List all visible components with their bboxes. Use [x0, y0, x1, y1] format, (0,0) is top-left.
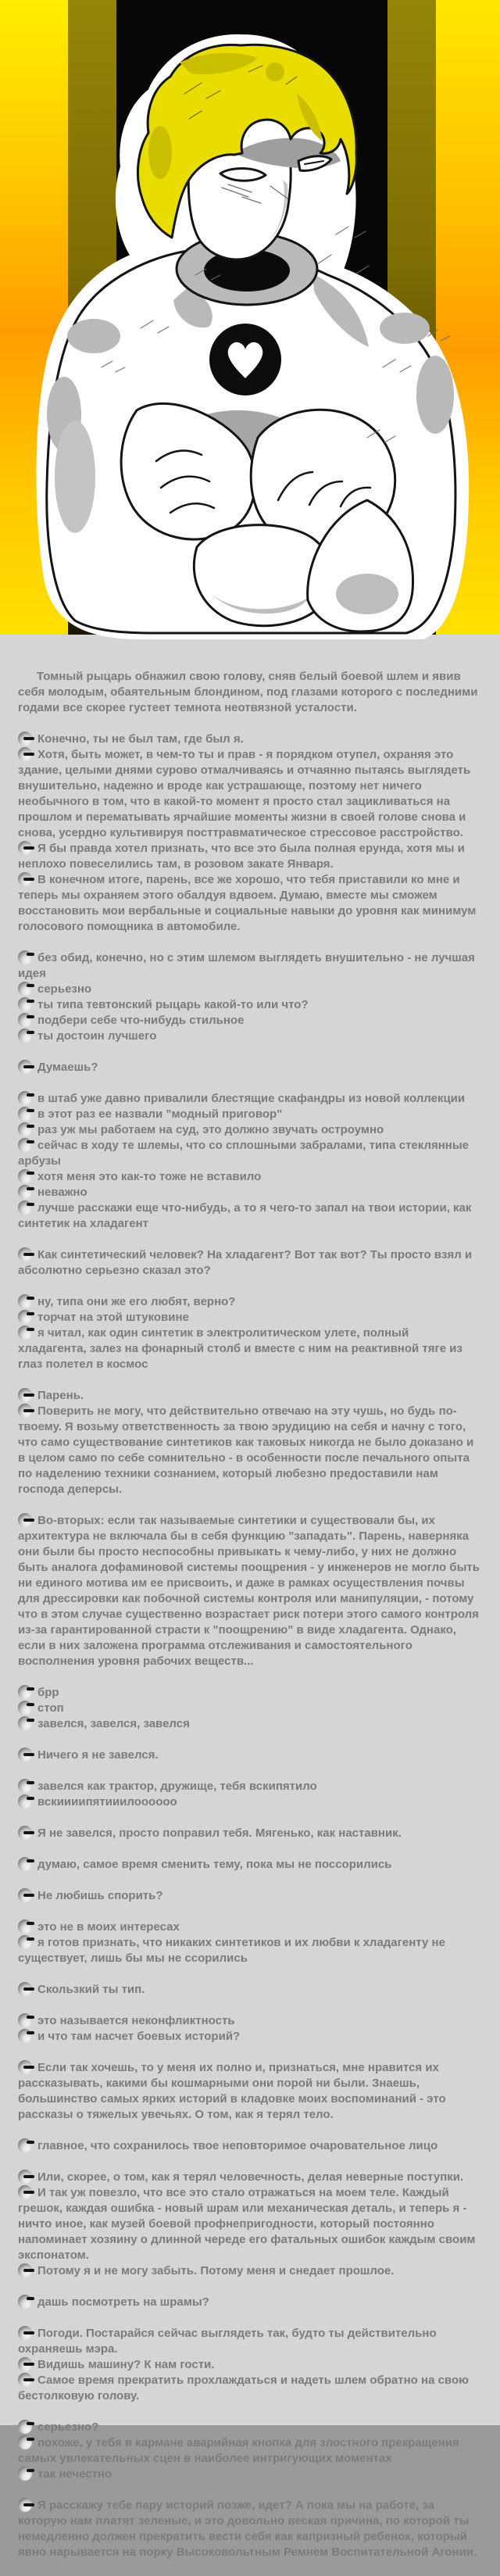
guard-visor-avatar-icon [18, 1935, 32, 1949]
dialogue-group [18, 950, 480, 1044]
dialogue-group [18, 1060, 480, 1075]
guard-visor-avatar-icon [18, 1326, 32, 1340]
dialogue-message [18, 2013, 480, 2029]
message-text: брр [38, 1686, 59, 1699]
knight-visor-avatar-icon [18, 2357, 32, 2371]
dialogue-message [18, 2357, 480, 2373]
guard-visor-avatar-icon [18, 2435, 32, 2449]
dialogue-message [18, 950, 480, 982]
message-text: Ничего я не завелся. [38, 1748, 159, 1762]
guard-visor-avatar-icon [18, 1200, 32, 1215]
message-text: Поверить не могу, что действительно отвечаю на эту чушь, но будь по-твоему. Я возьму ответственность за твою эрудицию на себя и начну с того, что само существование синтетиков как таковых никогда не было доказано и в целом само по себе сомнительно - в особенности после печального опыта по наделению техники сознанием, который любезно предоставили нам господа деперсы. [18, 1404, 474, 1496]
guard-visor-avatar-icon [18, 2420, 32, 2434]
message-text: Не любишь спорить? [38, 1889, 163, 1902]
dialogue-group [18, 1919, 480, 1966]
message-text: И так уж повезло, что все это стало отражаться на моем теле. Каждый грешок, каждая ошибка - новый шрам или механическая деталь, и теперь я - ничто иное, как музей боевой профнепригодности, который постоянно напоминает хозяину о длинной череде его фатальных ошибок каждым своим экспонатом. [18, 2186, 476, 2262]
dialogue-message [18, 1107, 480, 1122]
guard-visor-avatar-icon [18, 1091, 32, 1105]
guard-visor-avatar-icon [18, 982, 32, 996]
knight-visor-avatar-icon [18, 747, 32, 761]
message-text: и что там насчет боевых историй? [38, 2030, 241, 2043]
dialogue-group [18, 2498, 480, 2560]
guard-visor-avatar-icon [18, 2013, 32, 2027]
message-text: Самое время прекратить прохлаждаться и надеть шлем обратно на свою бестолковую голову. [18, 2374, 469, 2402]
guard-visor-avatar-icon [18, 1716, 32, 1730]
guard-visor-avatar-icon [18, 1685, 32, 1699]
guard-visor-avatar-icon [18, 1013, 32, 1027]
message-text: это не в моих интересах [38, 1920, 180, 1934]
dialogue-message [18, 1013, 480, 1029]
dialogue-message [18, 1779, 480, 1794]
dialogue-message [18, 1826, 480, 1841]
dialogue-message [18, 1919, 480, 1935]
dialogue-message [18, 1701, 480, 1716]
guard-visor-avatar-icon [18, 1029, 32, 1043]
dialogue-group [18, 1888, 480, 1904]
guard-visor-avatar-icon [18, 2029, 32, 2043]
message-text: стоп [38, 1701, 64, 1715]
message-text: думаю, самое время сменить тему, пока мы не поссорились [38, 1858, 392, 1871]
knight-visor-avatar-icon [18, 1888, 32, 1902]
guard-visor-avatar-icon [18, 1779, 32, 1793]
dialogue-message [18, 2263, 480, 2279]
dialogue-group [18, 1091, 480, 1232]
knight-visor-avatar-icon [18, 2263, 32, 2277]
knight-visor-avatar-icon [18, 1826, 32, 1840]
message-text: Думаешь? [38, 1061, 98, 1074]
dialogue-group [18, 1826, 480, 1841]
guard-visor-avatar-icon [18, 1919, 32, 1934]
dialogue-message [18, 2060, 480, 2123]
guard-visor-avatar-icon [18, 997, 32, 1011]
guard-visor-avatar-icon [18, 2467, 32, 2481]
message-text: Конечно, ты не был там, где был я. [38, 732, 244, 746]
guard-visor-avatar-icon [18, 1138, 32, 1152]
guard-visor-avatar-icon [18, 1857, 32, 1871]
dialogue-message [18, 1685, 480, 1701]
guard-visor-avatar-icon [18, 2295, 32, 2309]
message-text: сейчас в ходу те шлемы, что со сплошными забралами, типа стеклянные арбузы [18, 1139, 469, 1168]
message-text: Как синтетический человек? На хладагент? Вот так вот? Ты просто взял и абсолютно серьезно сказал это? [18, 1248, 473, 1277]
guard-visor-avatar-icon [18, 1294, 32, 1308]
dialogue-group [18, 1982, 480, 1998]
knight-visor-avatar-icon [18, 1388, 32, 1402]
knight-visor-avatar-icon [18, 2498, 32, 2512]
dialogue-message [18, 1935, 480, 1966]
guard-visor-avatar-icon [18, 1310, 32, 1324]
guard-visor-avatar-icon [18, 1185, 32, 1199]
knight-visor-avatar-icon [18, 2326, 32, 2340]
dialogue-message [18, 1138, 480, 1169]
knight-visor-avatar-icon [18, 1060, 32, 1074]
message-text: Скользкий ты тип. [38, 1983, 145, 1996]
dialogue-message [18, 1029, 480, 1044]
message-text: Я расскажу тебе пару историй позже, идет? А пока мы на работе, за которую нам платят зеленые, и это довольно веская причина, по которой ты немедленно должен прекратить вести себя как капризный ребенок, который явно нарывается на порку Высоковольтным Ремнем Воспитательной Агонии. [18, 2499, 477, 2559]
knight-visor-avatar-icon [18, 841, 32, 855]
dialogue-message [18, 1982, 480, 1998]
dialogue-message [18, 1294, 480, 1310]
message-text: Хотя, быть может, в чем-то ты и прав - я порядком отупел, охраняя это здание, целыми днями сурово отмалчиваясь и отчаянно пытаясь выглядеть внушительно, надежно и вроде как устрашающе, поэтому нет ничего необычного в том, что в какой-то момент я просто стал зацикливаться на прошлом и перематывать ярчайшие моменты жизни в своей голове снова и снова, усердно культивируя посттравматическое стрессовое расстройство. [18, 748, 471, 839]
message-text: я готов признать, что никаких синтетиков и их любви к хладагенту не существует, лишь бы мы не ссорились [18, 1936, 445, 1965]
message-text: ты достоин лучшего [38, 1029, 157, 1043]
blond-knight-drawing [0, 0, 500, 635]
message-text: В конечном итоге, парень, все же хорошо, что тебя приставили ко мне и теперь мы охраняем этого обалдуя вдвоем. Думаю, вместе мы сможем восстановить мои вербальные и социальные навыки до уровня как минимум голосового помощника в автомобиле. [18, 873, 477, 933]
dialogue-message [18, 2295, 480, 2310]
guard-visor-avatar-icon [18, 2138, 32, 2152]
message-text: Во-вторых: если так называемые синтетики и существовали бы, их архитектура не включала бы в себя функцию "западать". Парень, наверняка они были бы просто неспособны привыкать к чему-либо, у них не должно быть аналога дофаминовой системы поощрения - у инженеров не могло быть ни единого мотива им ее присвоить, и даже в рамках осуществления почвы для дрессировки как побочной системы контроля или манипуляции, - потому что в этом случае существенно возрастает риск потери этого самого контроля из-за гарантированной страсти к "поощрению" в виде хладагента. Однако, если в них заложена программа отслеживания и самостоятельного восполнения уровня рабочих веществ... [18, 1514, 480, 1668]
dialogue-message [18, 2170, 480, 2185]
knight-visor-avatar-icon [18, 1748, 32, 1762]
dialogue-message [18, 1122, 480, 1138]
dialogue-message [18, 872, 480, 935]
guard-visor-avatar-icon [18, 1794, 32, 1809]
guard-visor-avatar-icon [18, 1701, 32, 1715]
dialogue-message [18, 2420, 480, 2435]
dialogue-group [18, 2170, 480, 2279]
message-text: это называется неконфликтность [38, 2014, 235, 2027]
message-text: Если так хочешь, то у меня их полно и, признаться, мне нравится их рассказывать, какими бы кошмарными они порой ни были. Знаешь, большинство самых ярких историй в кладовке моих воспоминаний - это рассказы о тяжелых увечьях. О том, как я терял тело. [18, 2061, 446, 2121]
dialogue-message [18, 2326, 480, 2357]
message-text: похоже, у тебя в кармане аварийная кнопка для злостного прекращения самых увлекательных сцен в наиболее интригующих моментах [18, 2436, 459, 2465]
message-text: серьезно? [38, 2420, 99, 2434]
dialogue-message [18, 2498, 480, 2560]
dialogue-group [18, 1294, 480, 1372]
message-text: главное, что сохранилось твое неповторимое очаровательное лицо [38, 2139, 438, 2152]
dialogue-message [18, 747, 480, 841]
message-text: Погоди. Постарайся сейчас выглядеть так, будто ты действительно охраняешь мэра. [18, 2327, 437, 2356]
message-text: Я не завелся, просто поправил тебя. Мягенько, как наставник. [38, 1826, 402, 1840]
dialogue-message [18, 1857, 480, 1873]
dialogue-message [18, 1388, 480, 1404]
dialogue-message [18, 1326, 480, 1372]
message-text: ты типа тевтонский рыцарь какой-то или что? [38, 998, 309, 1011]
message-text: в штаб уже давно привалили блестящие скафандры из новой коллекции [38, 1092, 466, 1105]
knight-visor-avatar-icon [18, 1982, 32, 1996]
knight-visor-avatar-icon [18, 2373, 32, 2387]
message-text: хотя меня это как-то тоже не вставило [38, 1170, 262, 1183]
dialogue-message [18, 2435, 480, 2467]
knight-visor-avatar-icon [18, 872, 32, 886]
dialogue-message [18, 2373, 480, 2404]
dialogue-group [18, 1857, 480, 1873]
dialogue-message [18, 1404, 480, 1497]
message-text: ну, типа они же его любят, верно? [38, 1295, 236, 1308]
message-text: я читал, как один синтетик в электролитическом улете, полный хладагента, залез на фонарный столб и вместе с ним на реактивной тяге из глаз полетел в космос [18, 1326, 462, 1371]
message-text: вскиииипятииилоооооо [38, 1795, 177, 1809]
dialogue-message [18, 1200, 480, 1232]
guard-visor-avatar-icon [18, 1107, 32, 1121]
message-text: Видишь машину? К нам гости. [38, 2358, 215, 2371]
dialogue-message [18, 841, 480, 872]
message-text: завелся, завелся, завелся [38, 1717, 190, 1730]
dialogue-group [18, 1779, 480, 1810]
message-text: торчат на этой штуковине [38, 1311, 189, 1324]
message-text: раз уж мы работаем на суд, это должно звучать остроумно [38, 1123, 384, 1136]
dialogue-message [18, 2029, 480, 2045]
dialogue-message [18, 1888, 480, 1904]
guard-visor-avatar-icon [18, 950, 32, 964]
message-text: серьезно [38, 982, 92, 996]
message-text: Я бы правда хотел признать, что все это была полная ерунда, хотя мы и неплохо повеселились там, в розовом закате Января. [18, 842, 465, 871]
dialogue-message [18, 1794, 480, 1810]
knight-visor-avatar-icon [18, 2060, 32, 2074]
dialogue-message [18, 1247, 480, 1279]
dialogue-message [18, 2185, 480, 2263]
dialogue-message [18, 732, 480, 747]
message-text: неважно [38, 1186, 88, 1199]
dialogue-group [18, 1685, 480, 1732]
message-text: так нечестно [38, 2467, 112, 2481]
dialogue-group [18, 2013, 480, 2045]
dialogue-message [18, 2138, 480, 2154]
message-text: в этот раз ее назвали "модный приговор" [38, 1107, 283, 1121]
character-illustration [0, 0, 500, 635]
knight-visor-avatar-icon [18, 2170, 32, 2184]
dialogue-thread [18, 732, 480, 2560]
message-text: без обид, конечно, но с этим шлемом выглядеть внушительно - не лучшая идея [18, 951, 475, 980]
knight-visor-avatar-icon [18, 2185, 32, 2199]
dialogue-group [18, 2138, 480, 2154]
dialogue-message [18, 1169, 480, 1185]
dialogue-group [18, 2060, 480, 2123]
message-text: завелся как трактор, дружище, тебя вскипятило [38, 1780, 317, 1793]
dialogue-group [18, 732, 480, 935]
guard-visor-avatar-icon [18, 1169, 32, 1183]
dialogue-message [18, 1748, 480, 1763]
message-text: дашь посмотреть на шрамы? [38, 2295, 209, 2309]
dialogue-message [18, 982, 480, 997]
message-text: Парень. [38, 1389, 84, 1402]
message-text: подбери себе что-нибудь стильное [38, 1014, 245, 1027]
dialogue-message [18, 1060, 480, 1075]
guard-visor-avatar-icon [18, 1122, 32, 1136]
knight-visor-avatar-icon [18, 1513, 32, 1527]
dialogue-message [18, 1091, 480, 1107]
knight-visor-avatar-icon [18, 1247, 32, 1261]
dialogue-group [18, 1513, 480, 1669]
knight-visor-avatar-icon [18, 1404, 32, 1418]
message-text: Потому я и не могу забыть. Потому меня и снедает прошлое. [38, 2264, 395, 2277]
dialogue-message [18, 1716, 480, 1732]
dialogue-message [18, 997, 480, 1013]
message-text: Или, скорее, о том, как я терял человечность, делая неверные поступки. [38, 2170, 464, 2184]
narration-paragraph: Томный рыцарь обнажил свою голову, сняв белый боевой шлем и явив себя молодым, обаятельным блондином, под глазами которого с последними годами все скорее густеет темнота неотвязной усталости. [18, 670, 478, 714]
dialogue-group [18, 1748, 480, 1763]
dialogue-group [18, 1247, 480, 1279]
knight-visor-avatar-icon [18, 732, 32, 746]
dialogue-group [18, 2295, 480, 2310]
dialogue-message [18, 1513, 480, 1669]
dialogue-message [18, 1310, 480, 1326]
dialogue-group [18, 2326, 480, 2404]
story-text [0, 635, 500, 2576]
message-text: лучше расскажи еще что-нибудь, а то я чего-то запал на твои истории, как синтетик на хладагент [18, 1201, 472, 1230]
dialogue-message [18, 2467, 480, 2482]
dialogue-group [18, 1388, 480, 1497]
dialogue-message [18, 1185, 480, 1200]
dialogue-group [18, 2420, 480, 2482]
